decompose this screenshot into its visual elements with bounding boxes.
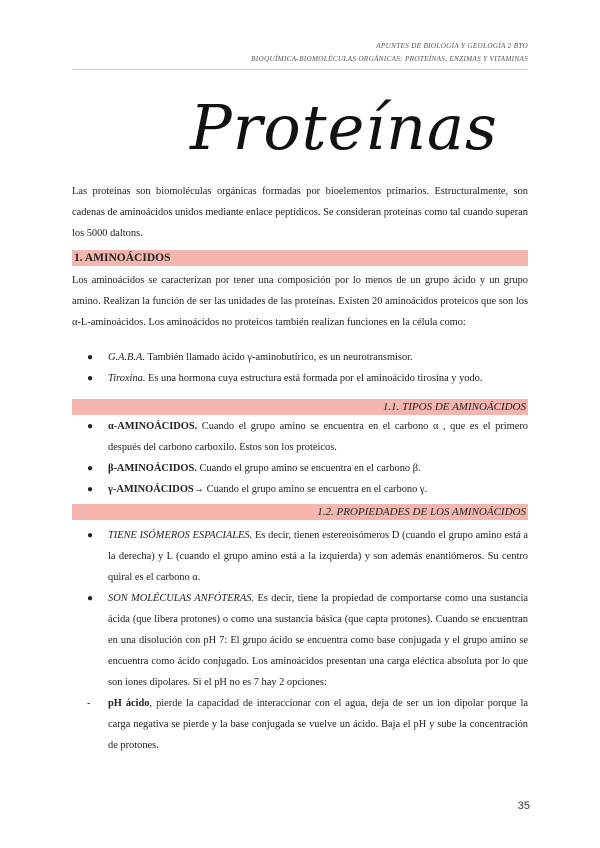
subsection-heading-bar [72,504,528,520]
bullet-icon: ● [87,484,94,495]
list-item-term: α-AMINOÁCIDOS. [108,421,198,432]
page-title: Proteínas [190,91,498,164]
intro-paragraph: Las proteínas son biomoléculas orgánicas formadas por bioelementos primarios. Estructuralmente, son cadenas de aminoácidos unidos mediante enlace peptídicos. Se consideran proteínas como tal cuando superan los 5000 daltons. [72,186,528,239]
bullet-icon: ● [87,530,94,541]
list-item-term: β-AMINOÁCIDOS. [108,463,197,474]
bullet-icon: ● [87,421,94,432]
list-item-text: Cuando el grupo amino se encuentra en el carbono α , que es el primero después del carbono carboxilo. Estos son los proteicos. [108,421,528,453]
subsection-heading-bar [72,399,528,415]
section-heading-bar [72,250,528,266]
list-item-term: TIENE ISÓMEROS ESPACIALES. [108,530,253,541]
list-item-text: Cuando el grupo amino se encuentra en el carbono β. [196,463,421,474]
bullet-icon: ● [87,373,94,384]
page-number: 35 [517,800,530,812]
header-divider [72,69,528,70]
bullet-icon: ● [87,352,94,363]
bullet-list [72,525,528,756]
list-item [72,416,528,458]
list-item-text: Es una hormona cuya estructura está formada por el aminoácido tirosina y yodo. [145,373,483,384]
list-item-text: También llamado ácido γ-aminobutírico, es un neurotransmisor. [144,352,413,363]
list-item [72,458,528,479]
list-item [72,525,528,588]
dash-icon: - [87,698,91,709]
list-item [72,479,528,500]
subsection-heading: 1.1. TIPOS DE AMINOÁCIDOS [382,401,526,413]
bullet-list [72,416,528,500]
list-item-text: Es decir, tienen estereoisómeros D (cuando el grupo amino está a la derecha) y L (cuando el grupo amino está a la izquierda) y son además enantiómeros. Su centro quiral es el carbono α. [108,530,528,583]
bullet-icon: ● [87,593,94,604]
list-item-text: Cuando el grupo amino se encuentra en el carbono γ. [204,484,428,495]
list-item [72,347,528,368]
list-item-term: Tiroxina. [108,373,146,384]
header-course: APUNTES DE BIOLOGÍA Y GEOLOGÍA 2 BTO [376,42,528,50]
section-heading: 1. AMINOÁCIDOS [74,252,171,264]
running-header [251,40,528,66]
bullet-list [72,347,528,389]
list-item-term: pH ácido [108,698,150,709]
bullet-icon: ● [87,463,94,474]
list-item-text: , pierde la capacidad de interaccionar con el agua, deja de ser un ion dipolar porque la carga negativa se pierde y la base conjugada se vuelve un ácido. Baja el pH y sube la concentración de protones. [108,698,528,751]
list-item [72,368,528,389]
list-item [72,588,528,693]
list-item-text: Es decir, tiene la propiedad de comportarse como una sustancia ácida (que libera protones) o como una sustancia básica (que capta protones). Cuando se encuentran en una disolución con pH 7: El grupo ácido se encuentra como base conjugada y el grupo amino se encuentra como ácido conjugado. Los aminoácidos presentan una carga eléctica absoluta por lo que son iones dipolares. Si el pH no es 7 hay 2 opciones: [108,593,529,688]
subsection-heading: 1.2. PROPIEDADES DE LOS AMINOÁCIDOS [317,506,526,518]
header-topic: BIOQUÍMICA-BIOMOLÉCULAS ORGÁNICAS: PROTEÍNAS, ENZIMAS Y VITAMINAS [251,55,528,63]
section-paragraph: Los aminoácidos se caracterizan por tener una composición por lo menos de un grupo ácido y un grupo amino. Realizan la función de ser las unidades de las proteínas. Existen 20 aminoácidos proteicos que son los α-L-aminoácidos. Los aminoácidos no proteicos también realizan funciones en la célula como: [72,275,528,328]
list-item-term: γ-AMINOÁCIDOS→ [108,484,205,495]
dash-list-item [72,693,528,756]
list-item-term: G.A.B.A. [108,352,145,363]
list-item-term: SON MOLÉCULAS ANFÓTERAS. [108,593,255,604]
